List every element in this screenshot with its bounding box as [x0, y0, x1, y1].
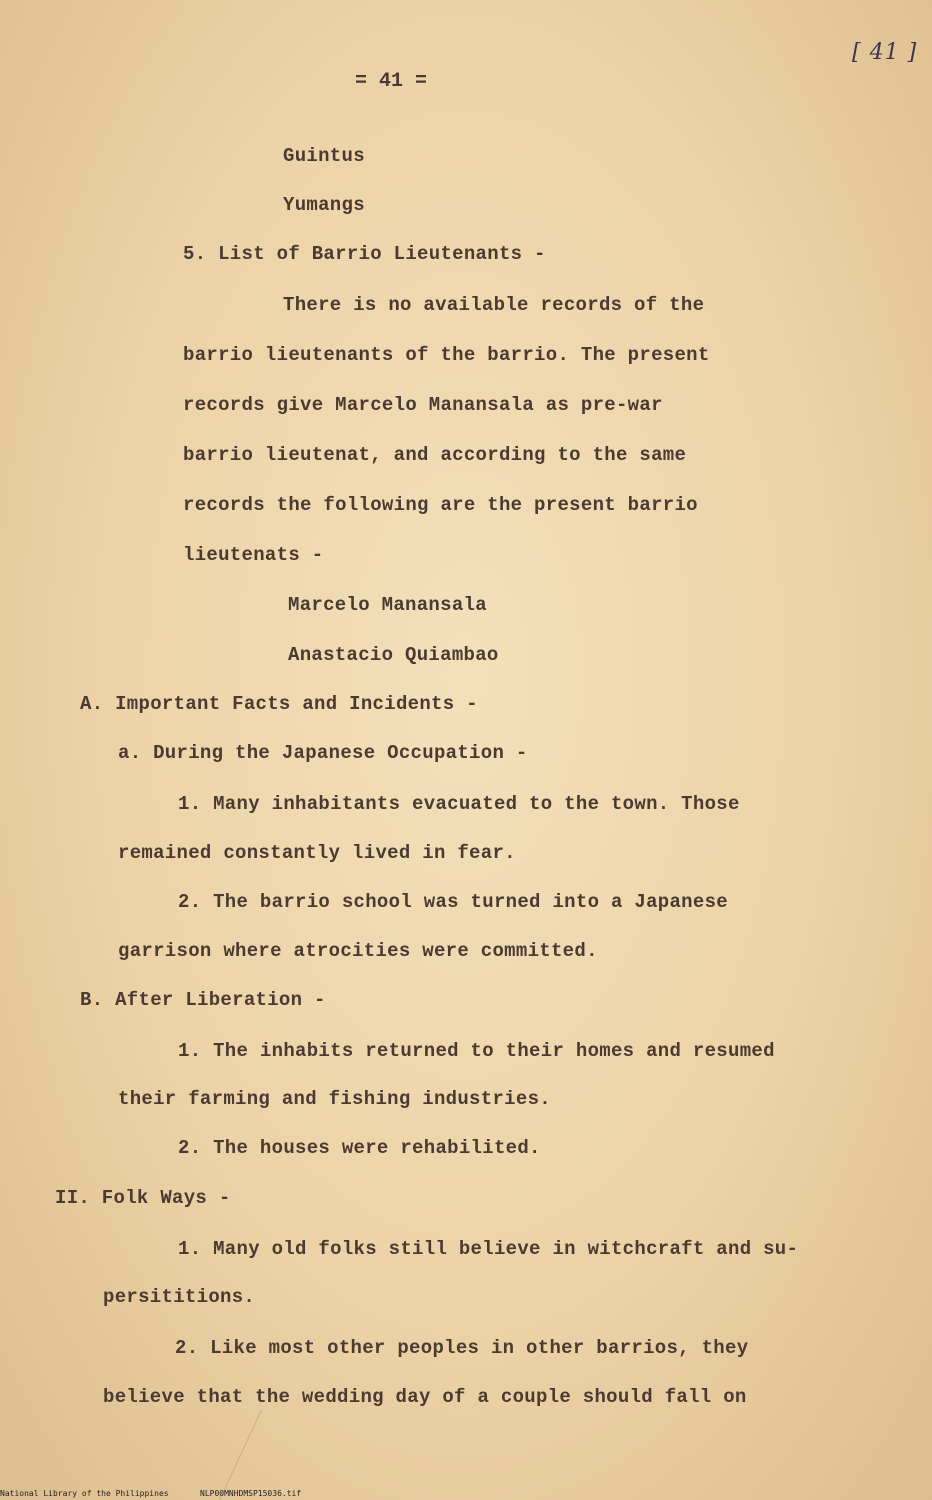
- text-line: believe that the wedding day of a couple should fall on: [103, 1386, 747, 1408]
- text-line: Guintus: [283, 145, 365, 167]
- footer-source: National Library of the Philippines: [0, 1489, 169, 1498]
- text-line: 2. Like most other peoples in other barrios, they: [175, 1337, 749, 1359]
- section-heading: A. Important Facts and Incidents -: [80, 693, 478, 715]
- text-line: records the following are the present barrio: [183, 494, 698, 516]
- section-heading: B. After Liberation -: [80, 989, 326, 1011]
- text-line: remained constantly lived in fear.: [118, 842, 516, 864]
- subsection-heading: a. During the Japanese Occupation -: [118, 742, 528, 764]
- text-line: 2. The barrio school was turned into a Japanese: [178, 891, 728, 913]
- text-line: Yumangs: [283, 194, 365, 216]
- footer-filename: NLP00MNHDMSP15036.tif: [200, 1489, 302, 1498]
- text-line: 1. The inhabits returned to their homes and resumed: [178, 1040, 775, 1062]
- page-number: = 41 =: [355, 70, 428, 93]
- text-line: Anastacio Quiambao: [288, 644, 499, 666]
- text-line: records give Marcelo Manansala as pre-war: [183, 394, 663, 416]
- section-heading: 5. List of Barrio Lieutenants -: [183, 243, 546, 265]
- text-line: 1. Many inhabitants evacuated to the town. Those: [178, 793, 740, 815]
- text-line: There is no available records of the: [283, 294, 705, 316]
- text-line: 1. Many old folks still believe in witchcraft and su-: [178, 1238, 799, 1260]
- text-line: their farming and fishing industries.: [118, 1088, 551, 1110]
- text-line: lieutenats -: [183, 544, 324, 566]
- paper-fold-mark: [219, 1410, 322, 1500]
- text-line: persititions.: [103, 1286, 256, 1308]
- text-line: barrio lieutenants of the barrio. The present: [183, 344, 710, 366]
- section-heading: II. Folk Ways -: [55, 1187, 231, 1209]
- text-line: garrison where atrocities were committed.: [118, 940, 598, 962]
- text-line: 2. The houses were rehabilited.: [178, 1137, 541, 1159]
- text-line: barrio lieutenat, and according to the same: [183, 444, 687, 466]
- text-line: Marcelo Manansala: [288, 594, 487, 616]
- handwritten-page-mark: [ 41 ]: [852, 40, 918, 65]
- scan-footer: [0, 1489, 932, 1500]
